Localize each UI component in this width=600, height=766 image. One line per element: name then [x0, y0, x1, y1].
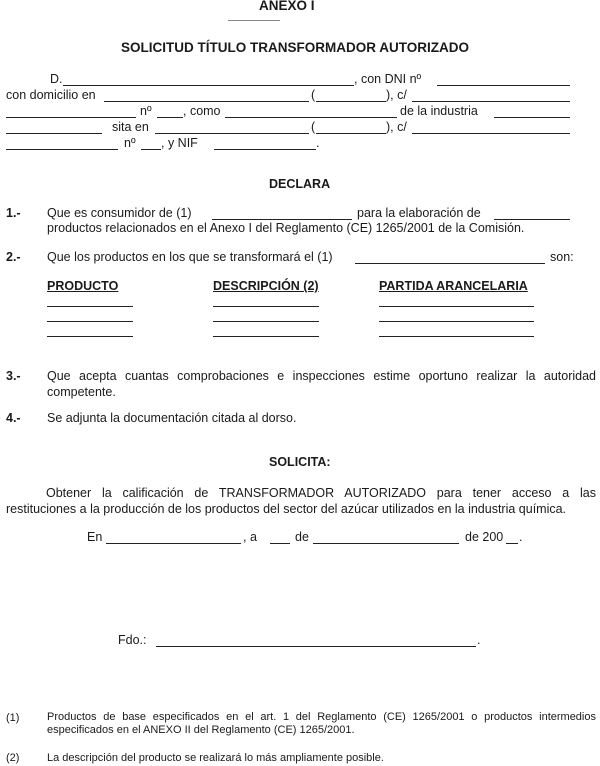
item2-number: 2.-: [6, 250, 21, 264]
item1-text-c: productos relacionados en el Anexo I del Reglamento (CE) 1265/2001 de la Comisión.: [47, 221, 525, 235]
item4-number: 4.-: [6, 411, 21, 425]
item4-text: Se adjunta la documentación citada al dorso.: [47, 411, 297, 425]
solicita-heading: SOLICITA:: [269, 455, 331, 469]
label-nif: , y NIF: [161, 136, 198, 150]
signature-field[interactable]: [156, 646, 476, 647]
header-rule: [228, 20, 280, 21]
page-title: SOLICITUD TÍTULO TRANSFORMADOR AUTORIZADO: [121, 40, 469, 55]
partida-row-3[interactable]: [379, 336, 534, 337]
footnote-2-number: (2): [6, 752, 20, 764]
descripcion-row-3[interactable]: [213, 336, 319, 337]
column-descripcion: DESCRIPCIÓN (2): [213, 279, 319, 293]
producto-base-field[interactable]: [212, 219, 352, 220]
domicilio-field[interactable]: [104, 101, 309, 102]
annex-label: ANEXO I: [259, 0, 315, 13]
calle-cont-field-1[interactable]: [6, 117, 136, 118]
provincia-field-1[interactable]: [316, 101, 386, 102]
date-period: .: [519, 530, 523, 544]
item2-text-b: son:: [550, 250, 574, 264]
elaboracion-field[interactable]: [494, 219, 570, 220]
label-calle-1: ), c/: [386, 88, 407, 102]
descripcion-row-2[interactable]: [213, 321, 319, 322]
footnote-2-text: La descripción del producto se realizará lo más ampliamente posible.: [47, 752, 384, 764]
label-numero-1: nº: [140, 104, 152, 118]
signature-period: .: [477, 633, 481, 647]
numero-field-2[interactable]: [141, 149, 161, 150]
label-calle-2: ), c/: [386, 120, 407, 134]
label-numero-2: nº: [124, 136, 136, 150]
label-d: D.: [50, 72, 63, 86]
mes-field[interactable]: [313, 543, 459, 544]
numero-field-1[interactable]: [157, 117, 183, 118]
nif-field[interactable]: [214, 149, 316, 150]
name-field[interactable]: [63, 85, 354, 86]
column-partida: PARTIDA ARANCELARIA: [379, 279, 528, 293]
dni-field[interactable]: [437, 85, 570, 86]
item1-number: 1.-: [6, 206, 21, 220]
descripcion-row-1[interactable]: [213, 306, 319, 307]
anio-field[interactable]: [506, 543, 518, 544]
date-label-de: de: [295, 530, 309, 544]
item1-text-b: para la elaboración de: [357, 206, 481, 220]
signature-label: Fdo.:: [118, 633, 147, 647]
dia-field[interactable]: [270, 543, 290, 544]
paren-open-2: (: [311, 120, 316, 134]
footnote-1-text: Productos de base especificados en el art. 1 del Reglamento (CE) 1265/2001 o productos intermedios especificados en el ANEXO II del Reglamento (CE) 1265/2001.: [47, 711, 596, 736]
partida-row-1[interactable]: [379, 306, 534, 307]
label-industria: de la industria: [400, 104, 478, 118]
declara-heading: DECLARA: [269, 177, 331, 191]
label-dni: , con DNI nº: [354, 72, 422, 86]
solicita-text: Obtener la calificación de TRANSFORMADOR AUTORIZADO para tener acceso a las restituciones a la producción de los productos del sector del azúcar utilizados en la industria química.: [6, 486, 596, 516]
label-domicilio: con domicilio en: [6, 88, 96, 102]
item1-text-a: Que es consumidor de (1): [47, 206, 192, 220]
producto-row-3[interactable]: [47, 336, 133, 337]
calle-field-2[interactable]: [412, 133, 570, 134]
partida-row-2[interactable]: [379, 321, 534, 322]
footnote-1-number: (1): [6, 712, 20, 724]
item3-text: Que acepta cuantas comprobaciones e inspecciones estime oportuno realizar la autoridad competente.: [47, 369, 596, 399]
date-label-de200: de 200: [465, 530, 504, 544]
column-producto: PRODUCTO: [47, 279, 119, 293]
nif-period: .: [316, 136, 320, 150]
lugar-field[interactable]: [106, 543, 241, 544]
item3-number: 3.-: [6, 369, 21, 383]
label-como: , como: [183, 104, 221, 118]
paren-open-1: (: [311, 88, 316, 102]
provincia-field-2[interactable]: [316, 133, 386, 134]
industria-cont-field[interactable]: [6, 133, 102, 134]
calle-field-1[interactable]: [412, 101, 570, 102]
date-label-en: En: [87, 530, 103, 544]
label-sita: sita en: [112, 120, 149, 134]
producto-row-2[interactable]: [47, 321, 133, 322]
industria-field[interactable]: [494, 117, 570, 118]
transformado-field[interactable]: [355, 263, 545, 264]
cargo-field[interactable]: [225, 117, 397, 118]
date-label-a: , a: [243, 530, 257, 544]
item2-text-a: Que los productos en los que se transformará el (1): [47, 250, 333, 264]
producto-row-1[interactable]: [47, 306, 133, 307]
sita-field[interactable]: [155, 133, 309, 134]
calle-cont-field-2[interactable]: [6, 149, 118, 150]
